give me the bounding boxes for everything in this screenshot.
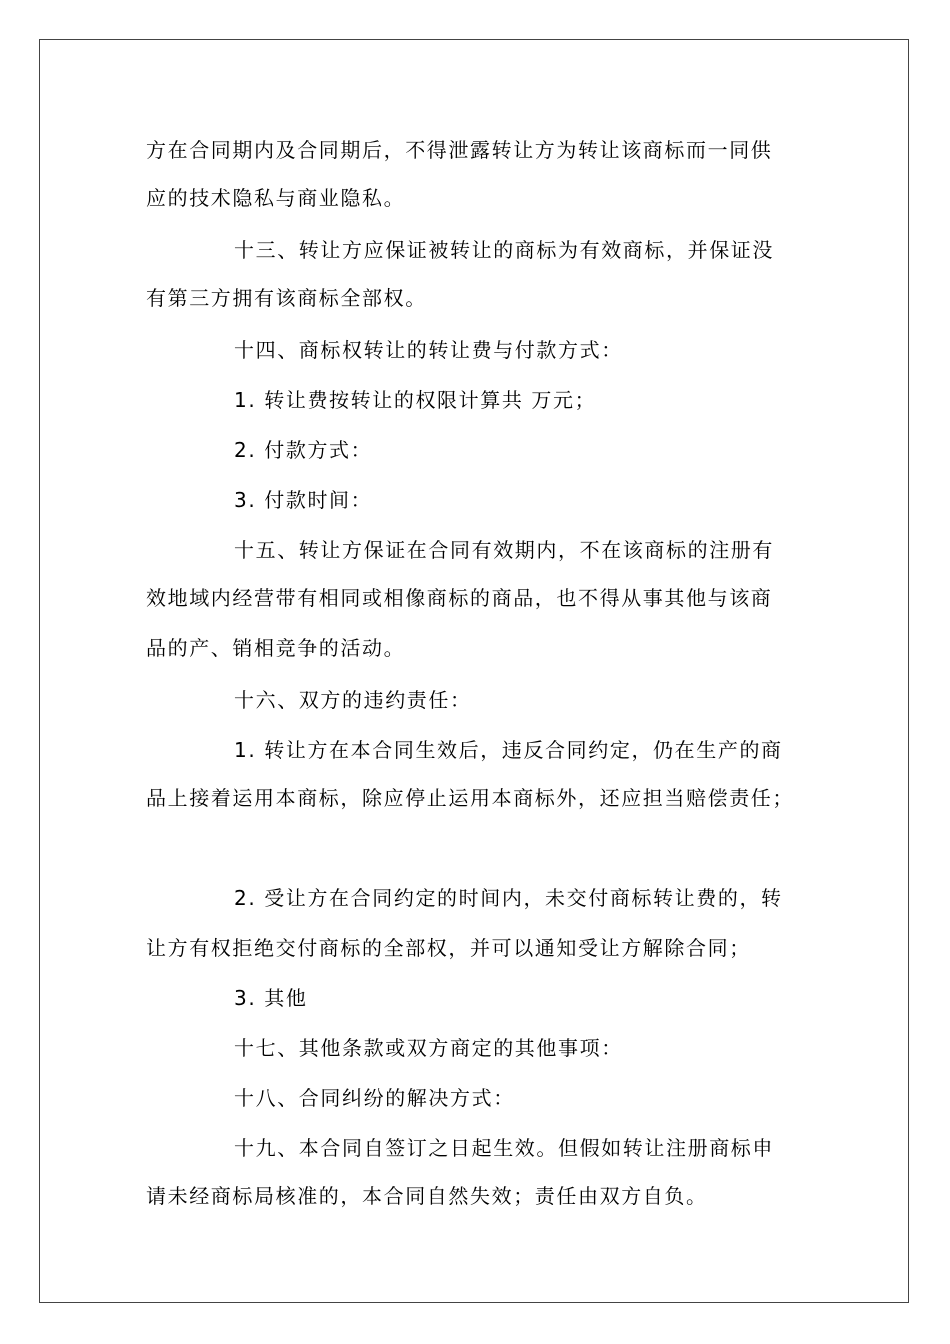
text-line: 品的产、销相竞争的活动。	[146, 636, 406, 660]
clause-14-item-1: 1. 转让费按转让的权限计算共 万元；	[234, 388, 597, 412]
text-line: 应的技术隐私与商业隐私。	[146, 186, 406, 210]
clause-16: 十六、双方的违约责任：	[234, 688, 472, 712]
clause-19: 十九、本合同自签订之日起生效。但假如转让注册商标申	[234, 1136, 774, 1160]
text-line: 让方有权拒绝交付商标的全部权，并可以通知受让方解除合同；	[146, 936, 751, 960]
text-line: 品上接着运用本商标，除应停止运用本商标外，还应担当赔偿责任；	[146, 786, 794, 810]
clause-16-item-2: 2. 受让方在合同约定的时间内，未交付商标转让费的，转	[234, 886, 783, 910]
clause-14: 十四、商标权转让的转让费与付款方式：	[234, 338, 623, 362]
clause-15: 十五、转让方保证在合同有效期内，不在该商标的注册有	[234, 538, 774, 562]
text-line: 请未经商标局核准的，本合同自然失效；责任由双方自负。	[146, 1184, 708, 1208]
page-border	[39, 39, 909, 1303]
clause-16-item-1: 1. 转让方在本合同生效后，违反合同约定，仍在生产的商	[234, 738, 783, 762]
clause-13: 十三、转让方应保证被转让的商标为有效商标，并保证没	[234, 238, 774, 262]
clause-14-item-2: 2. 付款方式：	[234, 438, 373, 462]
clause-18: 十八、合同纠纷的解决方式：	[234, 1086, 515, 1110]
text-line: 方在合同期内及合同期后，不得泄露转让方为转让该商标而一同供	[146, 138, 773, 162]
clause-16-item-3: 3. 其他	[234, 986, 308, 1010]
text-line: 有第三方拥有该商标全部权。	[146, 286, 427, 310]
clause-17: 十七、其他条款或双方商定的其他事项：	[234, 1036, 623, 1060]
clause-14-item-3: 3. 付款时间：	[234, 488, 373, 512]
text-line: 效地域内经营带有相同或相像商标的商品，也不得从事其他与该商	[146, 586, 773, 610]
